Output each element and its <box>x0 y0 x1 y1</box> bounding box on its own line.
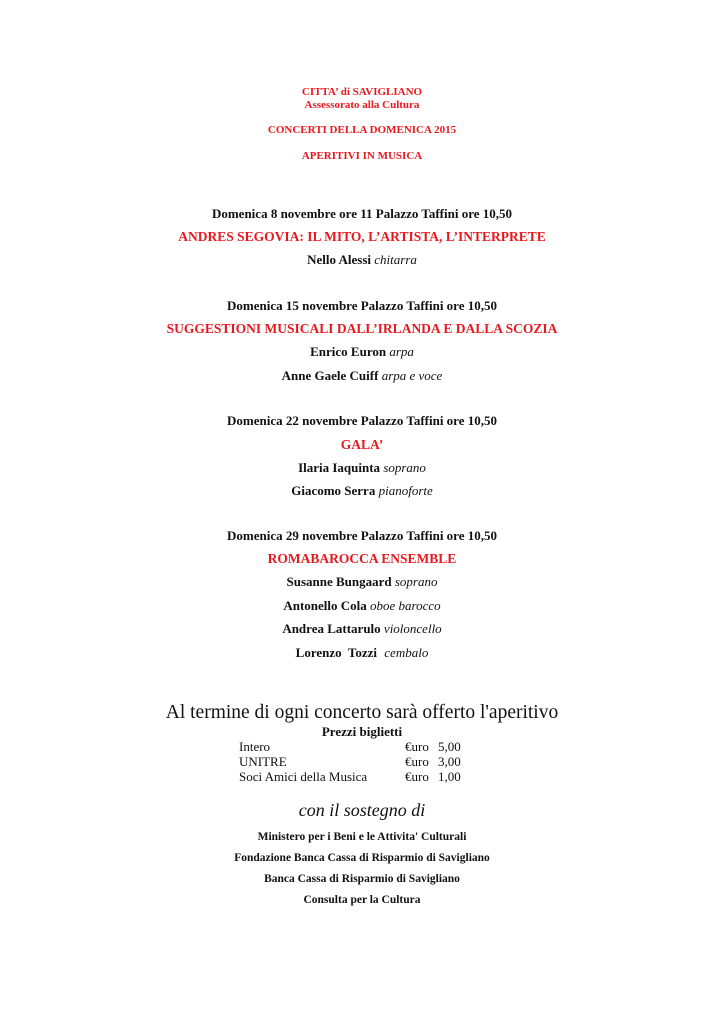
concert-1-date: Domenica 8 novembre ore 11 Palazzo Taffini ore 10,50 <box>211 206 513 221</box>
performer-name: Enrico Euron <box>310 344 387 359</box>
price-currency: €uro <box>405 769 429 784</box>
price-label: UNITRE <box>239 754 287 769</box>
performer-name: Anne Gaele Cuiff <box>281 368 379 383</box>
performer-name: Andrea Lattarulo <box>282 621 381 636</box>
price-currency: €uro <box>405 754 429 769</box>
concert-3-performer-1 <box>0 460 724 476</box>
concert-1-title: ANDRES SEGOVIA: IL MITO, L’ARTISTA, L’INTERPRETE <box>178 229 546 244</box>
performer-role: arpa e voce <box>381 368 443 383</box>
sponsor-1: Ministero per i Beni e le Attivita' Culturali <box>257 831 467 843</box>
performer-name: Nello Alessi <box>307 252 372 267</box>
performer-role: oboe barocco <box>370 598 441 613</box>
concert-2-performer-1 <box>0 344 724 360</box>
concert-4-performer-2 <box>0 598 724 614</box>
performer-name: Ilaria Iaquinta <box>298 460 381 475</box>
performer-role: chitarra <box>374 252 417 267</box>
performer-role: soprano <box>394 574 438 589</box>
concert-4-performer-4 <box>0 645 724 661</box>
concert-2-performer-2 <box>0 368 724 384</box>
sponsor-3: Banca Cassa di Risparmio di Savigliano <box>264 873 460 885</box>
performer-role: arpa <box>389 344 414 359</box>
performer-name: Lorenzo Tozzi <box>295 645 378 660</box>
price-value: 1,00 <box>438 769 461 784</box>
series-title: CONCERTI DELLA DOMENICA 2015 <box>267 124 457 136</box>
concert-3-date: Domenica 22 novembre Palazzo Taffini ore 10,50 <box>227 413 497 428</box>
performer-role: violoncello <box>383 621 442 636</box>
concert-3-performer-2 <box>0 483 724 499</box>
price-label: Soci Amici della Musica <box>239 769 368 784</box>
concert-1-performer-1 <box>0 252 724 268</box>
concert-4-performer-3 <box>0 621 724 637</box>
prices-heading: Prezzi biglietti <box>321 724 403 739</box>
concert-4-performer-1 <box>0 574 724 590</box>
aperitivo-notice: Al termine di ogni concerto sarà offerto l'aperitivo <box>165 702 559 723</box>
office-name: Assessorato alla Cultura <box>304 99 420 111</box>
performer-role: soprano <box>383 460 426 475</box>
performer-name: Giacomo Serra <box>291 483 376 498</box>
price-value: 5,00 <box>438 739 461 754</box>
support-heading: con il sostegno di <box>298 800 426 820</box>
concert-4-date: Domenica 29 novembre Palazzo Taffini ore 10,50 <box>227 528 497 543</box>
price-label: Intero <box>239 739 271 754</box>
city-name: CITTA’ di SAVIGLIANO <box>301 86 423 98</box>
price-currency: €uro <box>405 739 429 754</box>
performer-role: pianoforte <box>378 483 433 498</box>
price-value: 3,00 <box>438 754 461 769</box>
concert-4-title: ROMABAROCCA ENSEMBLE <box>267 551 457 566</box>
concert-3-title: GALA’ <box>340 437 384 452</box>
performer-role: cembalo <box>384 645 429 660</box>
performer-name: Susanne Bungaard <box>286 574 392 589</box>
concert-2-title: SUGGESTIONI MUSICALI DALL’IRLANDA E DALLA SCOZIA <box>166 321 558 336</box>
series-subtitle: APERITIVI IN MUSICA <box>301 150 423 162</box>
performer-name: Antonello Cola <box>283 598 367 613</box>
sponsor-2: Fondazione Banca Cassa di Risparmio di Savigliano <box>234 852 490 864</box>
concert-2-date: Domenica 15 novembre Palazzo Taffini ore 10,50 <box>227 298 497 313</box>
sponsor-4: Consulta per la Cultura <box>303 894 421 906</box>
